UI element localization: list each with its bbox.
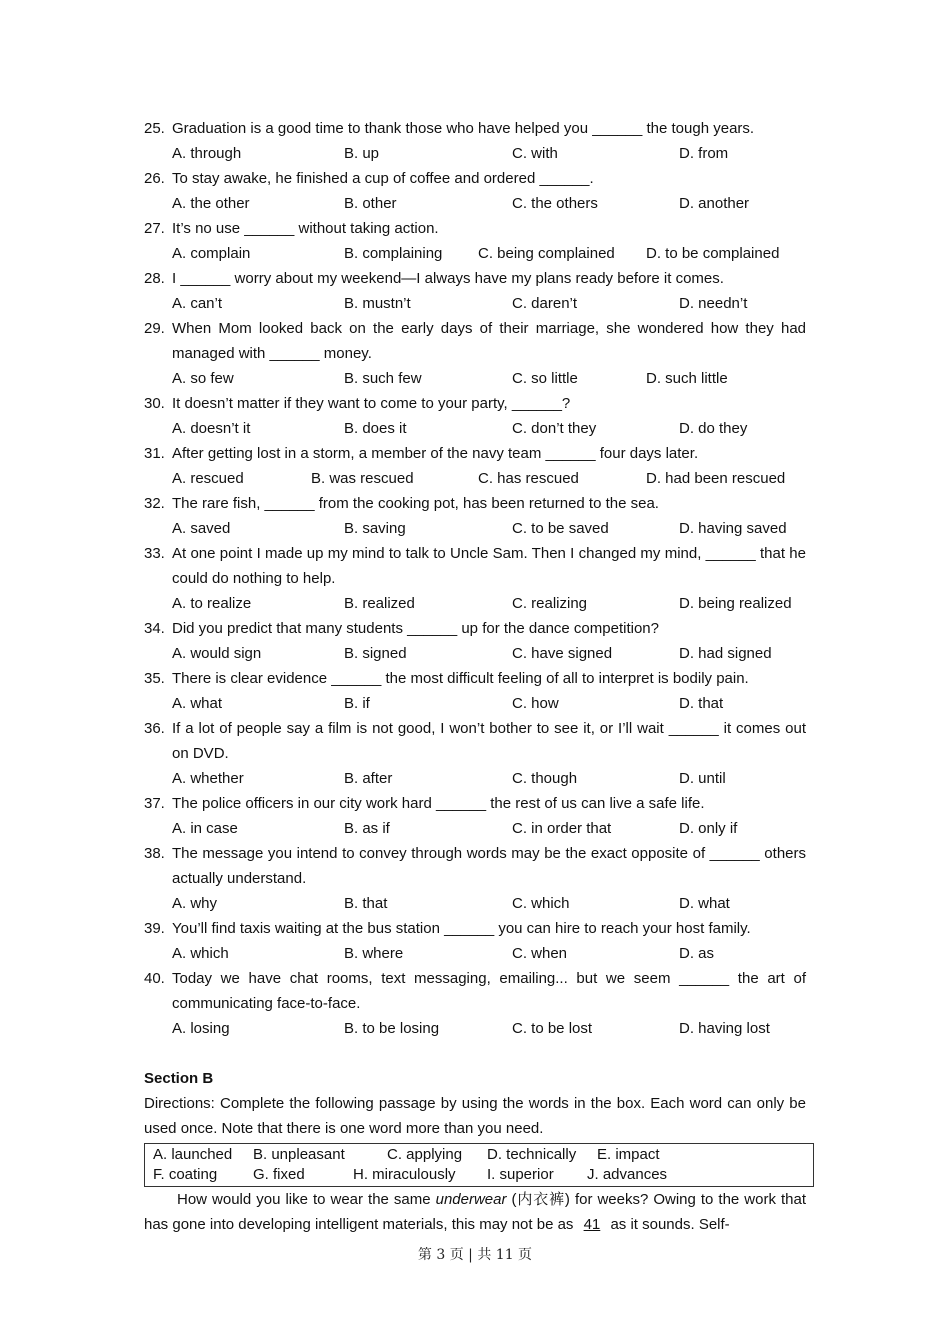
question-stem — [144, 666, 806, 691]
question-stem — [144, 316, 806, 366]
answer-option[interactable]: A. the other — [172, 195, 250, 212]
word-choice: I. superior — [487, 1166, 554, 1183]
answer-option[interactable]: B. to be losing — [344, 1020, 440, 1037]
word-box-row — [153, 1145, 805, 1165]
question-stem — [144, 166, 806, 191]
page-footer: 第 3 页 | 共 11 页 — [417, 1247, 533, 1263]
answer-option[interactable]: C. when — [512, 945, 568, 962]
answer-option[interactable]: C. which — [512, 895, 570, 912]
question-stem — [144, 791, 806, 816]
option-row — [172, 641, 806, 666]
answer-option[interactable]: A. losing — [172, 1020, 230, 1037]
question-item — [144, 441, 806, 491]
question-stem — [144, 116, 806, 141]
answer-option[interactable]: A. would sign — [172, 645, 262, 662]
question-number: 40. — [144, 970, 165, 987]
answer-option[interactable]: A. saved — [172, 520, 231, 537]
answer-option[interactable]: C. have signed — [512, 645, 613, 662]
question-number: 38. — [144, 845, 165, 862]
option-row — [172, 366, 806, 391]
answer-option[interactable]: D. had been rescued — [646, 470, 786, 487]
question-stem — [144, 966, 806, 1016]
question-number: 28. — [144, 270, 165, 287]
question-item — [144, 491, 806, 541]
option-row — [172, 816, 806, 841]
answer-option[interactable]: B. that — [344, 895, 388, 912]
answer-option[interactable]: D. needn’t — [679, 295, 748, 312]
answer-option[interactable]: D. had signed — [679, 645, 772, 662]
question-text: The message you intend to convey through words may be the exact opposite of ______ others actually understand. — [172, 845, 806, 887]
passage-text: How would you like to wear the same — [177, 1191, 436, 1208]
answer-option[interactable]: B. other — [344, 195, 397, 212]
answer-option[interactable]: B. such few — [344, 370, 422, 387]
answer-option[interactable]: A. through — [172, 145, 242, 162]
question-item — [144, 841, 806, 916]
question-text: Graduation is a good time to thank those who have helped you ______ the tough years. — [172, 120, 755, 137]
answer-option[interactable]: C. don’t they — [512, 420, 597, 437]
question-text: There is clear evidence ______ the most difficult feeling of all to interpret is bodily pain. — [172, 670, 749, 687]
answer-option[interactable]: B. does it — [344, 420, 407, 437]
question-stem — [144, 216, 806, 241]
passage-text: (内衣裤) for weeks? Owing to the work that has gone into developing intelligent materials, this may not be as — [144, 1191, 806, 1233]
question-number: 29. — [144, 320, 165, 337]
option-row — [172, 1016, 806, 1041]
answer-option[interactable]: A. doesn’t it — [172, 420, 251, 437]
question-stem — [144, 491, 806, 516]
option-row — [172, 291, 806, 316]
option-row — [172, 141, 806, 166]
word-choice: D. technically — [487, 1146, 577, 1163]
passage-text: as it sounds. Self- — [606, 1216, 730, 1233]
option-row — [172, 941, 806, 966]
answer-option[interactable]: B. up — [344, 145, 380, 162]
section-b-directions: Directions: Complete the following passage by using the words in the box. Each word can only be used once. Note that there is one word more than you need. — [144, 1095, 806, 1137]
answer-option[interactable]: B. after — [344, 770, 393, 787]
option-row — [172, 466, 806, 491]
reading-passage — [144, 1187, 806, 1237]
question-item — [144, 266, 806, 316]
answer-option[interactable]: A. so few — [172, 370, 234, 387]
question-list — [144, 116, 806, 1041]
question-number: 26. — [144, 170, 165, 187]
question-stem — [144, 716, 806, 766]
answer-option[interactable]: D. having saved — [679, 520, 787, 537]
question-item — [144, 666, 806, 716]
question-text: The rare fish, ______ from the cooking pot, has been returned to the sea. — [172, 495, 659, 512]
answer-option[interactable]: B. mustn’t — [344, 295, 411, 312]
question-number: 27. — [144, 220, 165, 237]
word-choice: E. impact — [597, 1146, 660, 1163]
answer-option[interactable]: B. complaining — [344, 245, 443, 262]
answer-option[interactable]: C. with — [512, 145, 558, 162]
answer-option[interactable]: A. why — [172, 895, 218, 912]
answer-option[interactable]: A. in case — [172, 820, 238, 837]
question-text: Today we have chat rooms, text messaging, emailing... but we seem ______ the art of communicating face-to-face. — [172, 970, 806, 1012]
question-number: 39. — [144, 920, 165, 937]
question-number: 33. — [144, 545, 165, 562]
answer-option[interactable]: A. complain — [172, 245, 251, 262]
answer-option[interactable]: A. whether — [172, 770, 244, 787]
question-stem — [144, 441, 806, 466]
question-stem — [144, 391, 806, 416]
answer-option[interactable]: B. realized — [344, 595, 415, 612]
question-item — [144, 541, 806, 616]
option-row — [172, 416, 806, 441]
option-row — [172, 191, 806, 216]
question-item — [144, 216, 806, 266]
question-item — [144, 791, 806, 841]
question-number: 30. — [144, 395, 165, 412]
question-item — [144, 966, 806, 1041]
question-stem — [144, 541, 806, 591]
option-row — [172, 516, 806, 541]
question-item — [144, 316, 806, 391]
question-text: When Mom looked back on the early days of their marriage, she wondered how they had managed with ______ money. — [172, 320, 806, 362]
answer-option[interactable]: D. what — [679, 895, 730, 912]
option-row — [172, 691, 806, 716]
answer-option[interactable]: B. where — [344, 945, 404, 962]
word-choice: A. launched — [153, 1146, 233, 1163]
question-text: If a lot of people say a film is not good, I won’t bother to see it, or I’ll wait ______ it comes out on DVD. — [172, 720, 806, 762]
option-row — [172, 591, 806, 616]
question-text: It’s no use ______ without taking action. — [172, 220, 439, 237]
word-choice: J. advances — [587, 1166, 668, 1183]
question-number: 31. — [144, 445, 165, 462]
answer-option[interactable]: D. only if — [679, 820, 738, 837]
answer-option[interactable]: D. such little — [646, 370, 728, 387]
answer-option[interactable]: A. which — [172, 945, 229, 962]
answer-option[interactable]: D. until — [679, 770, 726, 787]
question-text: Did you predict that many students ______ up for the dance competition? — [172, 620, 659, 637]
question-number: 34. — [144, 620, 165, 637]
word-box-row — [153, 1165, 805, 1185]
answer-option[interactable]: D. to be complained — [646, 245, 780, 262]
question-number: 36. — [144, 720, 165, 737]
answer-option[interactable]: C. being complained — [478, 245, 615, 262]
question-number: 37. — [144, 795, 165, 812]
question-item — [144, 616, 806, 666]
option-row — [172, 891, 806, 916]
word-choice: C. applying — [387, 1146, 463, 1163]
answer-option[interactable]: B. saving — [344, 520, 406, 537]
answer-option[interactable]: C. in order that — [512, 820, 612, 837]
answer-option[interactable]: A. what — [172, 695, 223, 712]
question-number: 32. — [144, 495, 165, 512]
answer-option[interactable]: C. realizing — [512, 595, 588, 612]
passage-italic-word: underwear — [435, 1191, 507, 1208]
word-choice: H. miraculously — [353, 1166, 456, 1183]
question-stem — [144, 616, 806, 641]
question-item — [144, 166, 806, 216]
blank-41[interactable]: 41 — [583, 1216, 601, 1233]
section-b-title: Section B — [144, 1070, 214, 1087]
answer-option[interactable]: C. though — [512, 770, 578, 787]
option-row — [172, 766, 806, 791]
answer-option[interactable]: C. so little — [512, 370, 578, 387]
question-text: At one point I made up my mind to talk to Uncle Sam. Then I changed my mind, ______ that he could do nothing to help. — [172, 545, 806, 587]
question-stem — [144, 916, 806, 941]
answer-option[interactable]: D. from — [679, 145, 729, 162]
question-text: You’ll find taxis waiting at the bus station ______ you can hire to reach your host family. — [172, 920, 751, 937]
answer-option[interactable]: D. do they — [679, 420, 748, 437]
answer-option[interactable]: D. another — [679, 195, 750, 212]
word-choice: F. coating — [153, 1166, 218, 1183]
answer-option[interactable]: C. the others — [512, 195, 598, 212]
question-item — [144, 391, 806, 441]
question-stem — [144, 841, 806, 891]
answer-option[interactable]: C. how — [512, 695, 559, 712]
question-item — [144, 116, 806, 166]
answer-option[interactable]: D. that — [679, 695, 724, 712]
answer-option[interactable]: D. being realized — [679, 595, 792, 612]
answer-option[interactable]: D. having lost — [679, 1020, 770, 1037]
question-text: To stay awake, he finished a cup of coffee and ordered ______. — [172, 170, 594, 187]
question-number: 25. — [144, 120, 165, 137]
option-row — [172, 241, 806, 266]
answer-option[interactable]: B. if — [344, 695, 370, 712]
exam-page — [144, 116, 806, 1237]
answer-option[interactable]: C. to be lost — [512, 1020, 593, 1037]
question-text: The police officers in our city work hard ______ the rest of us can live a safe life. — [172, 795, 705, 812]
word-choice: B. unpleasant — [253, 1146, 345, 1163]
question-text: It doesn’t matter if they want to come to your party, ______? — [172, 395, 571, 412]
answer-option[interactable]: A. to realize — [172, 595, 252, 612]
answer-option[interactable]: A. rescued — [172, 470, 244, 487]
answer-option[interactable]: C. to be saved — [512, 520, 609, 537]
word-box — [144, 1143, 814, 1187]
question-item — [144, 716, 806, 791]
answer-option[interactable]: B. signed — [344, 645, 407, 662]
question-stem — [144, 266, 806, 291]
answer-option[interactable]: A. can’t — [172, 295, 223, 312]
answer-option[interactable]: B. as if — [344, 820, 390, 837]
question-text: I ______ worry about my weekend—I always have my plans ready before it comes. — [172, 270, 724, 287]
answer-option[interactable]: D. as — [679, 945, 715, 962]
answer-option[interactable]: C. has rescued — [478, 470, 579, 487]
question-text: After getting lost in a storm, a member of the navy team ______ four days later. — [172, 445, 699, 462]
question-item — [144, 916, 806, 966]
answer-option[interactable]: C. daren’t — [512, 295, 578, 312]
question-number: 35. — [144, 670, 165, 687]
word-choice: G. fixed — [253, 1166, 305, 1183]
answer-option[interactable]: B. was rescued — [311, 470, 414, 487]
